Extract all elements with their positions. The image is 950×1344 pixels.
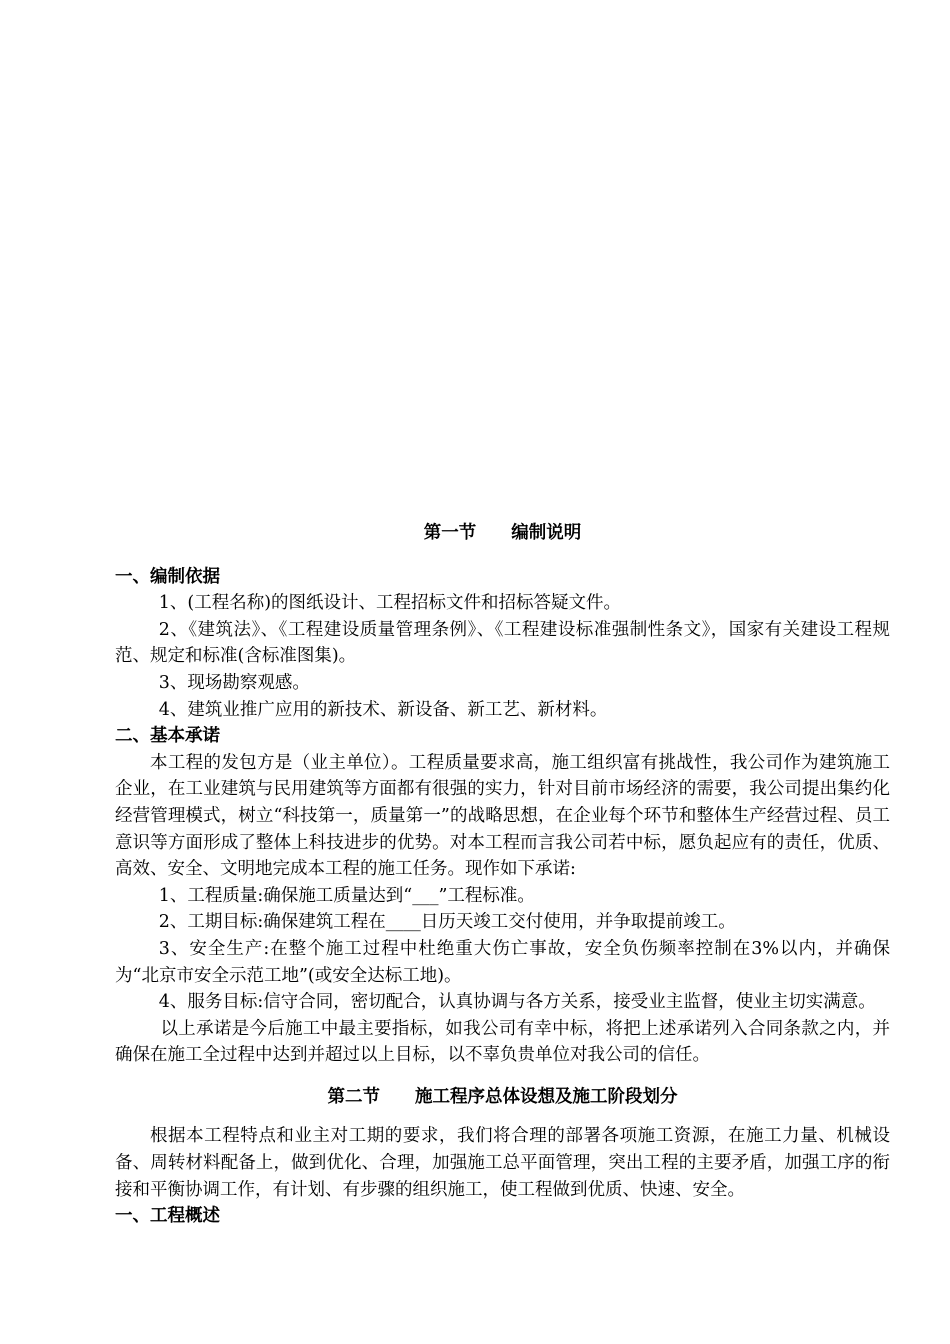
commitment-item-2: 2、工期目标:确保建筑工程在____日历天竣工交付使用，并争取提前竣工。 bbox=[158, 912, 736, 933]
heading-compilation-basis: 一、编制依据 bbox=[115, 566, 220, 587]
commitment-item-4: 4、服务目标:信守合同，密切配合，认真协调与各方关系，接受业主监督，使业主切实满意。 bbox=[158, 992, 876, 1013]
section-1-title: 第一节 编制说明 bbox=[423, 523, 582, 543]
basis-item-1: 1、(工程名称)的图纸设计、工程招标文件和招标答疑文件。 bbox=[158, 593, 622, 614]
basis-item-4: 4、建筑业推广应用的新技术、新设备、新工艺、新材料。 bbox=[158, 699, 608, 720]
document-body bbox=[115, 520, 890, 1230]
commitment-intro: 本工程的发包方是（业主单位）。工程质量要求高，施工组织富有挑战性，我公司作为建筑施工企业，在工业建筑与民用建筑等方面都有很强的实力，针对目前市场经济的需要，我公司提出集约化经营管理模式，树立“科技第一，质量第一”的战略思想，在企业每个环节和整体生产经营过程、员工意识等方面形成了整体上科技进步的优势。对本工程而言我公司若中标，愿负起应有的责任，优质、高效、安全、文明地完成本工程的施工任务。现作如下承诺: bbox=[115, 752, 890, 880]
commitment-item-1: 1、工程质量:确保施工质量达到“___”工程标准。 bbox=[158, 885, 535, 906]
commitment-item-3: 3、安全生产:在整个施工过程中杜绝重大伤亡事故，安全负伤频率控制在3%以内，并确保为“北京市安全示范工地”(或安全达标工地)。 bbox=[115, 938, 890, 986]
heading-project-overview: 一、工程概述 bbox=[115, 1206, 220, 1227]
basis-item-2: 2、《建筑法》、《工程建设质量管理条例》、《工程建设标准强制性条文》，国家有关建设工程规范、规定和标准(含标准图集)。 bbox=[115, 619, 890, 667]
basis-item-3: 3、现场勘察观感。 bbox=[158, 672, 310, 693]
section-2-intro: 根据本工程特点和业主对工期的要求，我们将合理的部署各项施工资源，在施工力量、机械设备、周转材料配备上，做到优化、合理，加强施工总平面管理，突出工程的主要矛盾，加强工序的衔接和平衡协调工作，有计划、有步骤的组织施工，使工程做到优质、快速、安全。 bbox=[115, 1126, 890, 1200]
heading-basic-commitment: 二、基本承诺 bbox=[115, 726, 220, 747]
section-2-title: 第二节 施工程序总体设想及施工阶段划分 bbox=[327, 1086, 678, 1107]
commitment-closing: 以上承诺是今后施工中最主要指标，如我公司有幸中标，将把上述承诺列入合同条款之内，并确保在施工全过程中达到并超过以上目标，以不辜负贵单位对我公司的信任。 bbox=[115, 1018, 890, 1066]
